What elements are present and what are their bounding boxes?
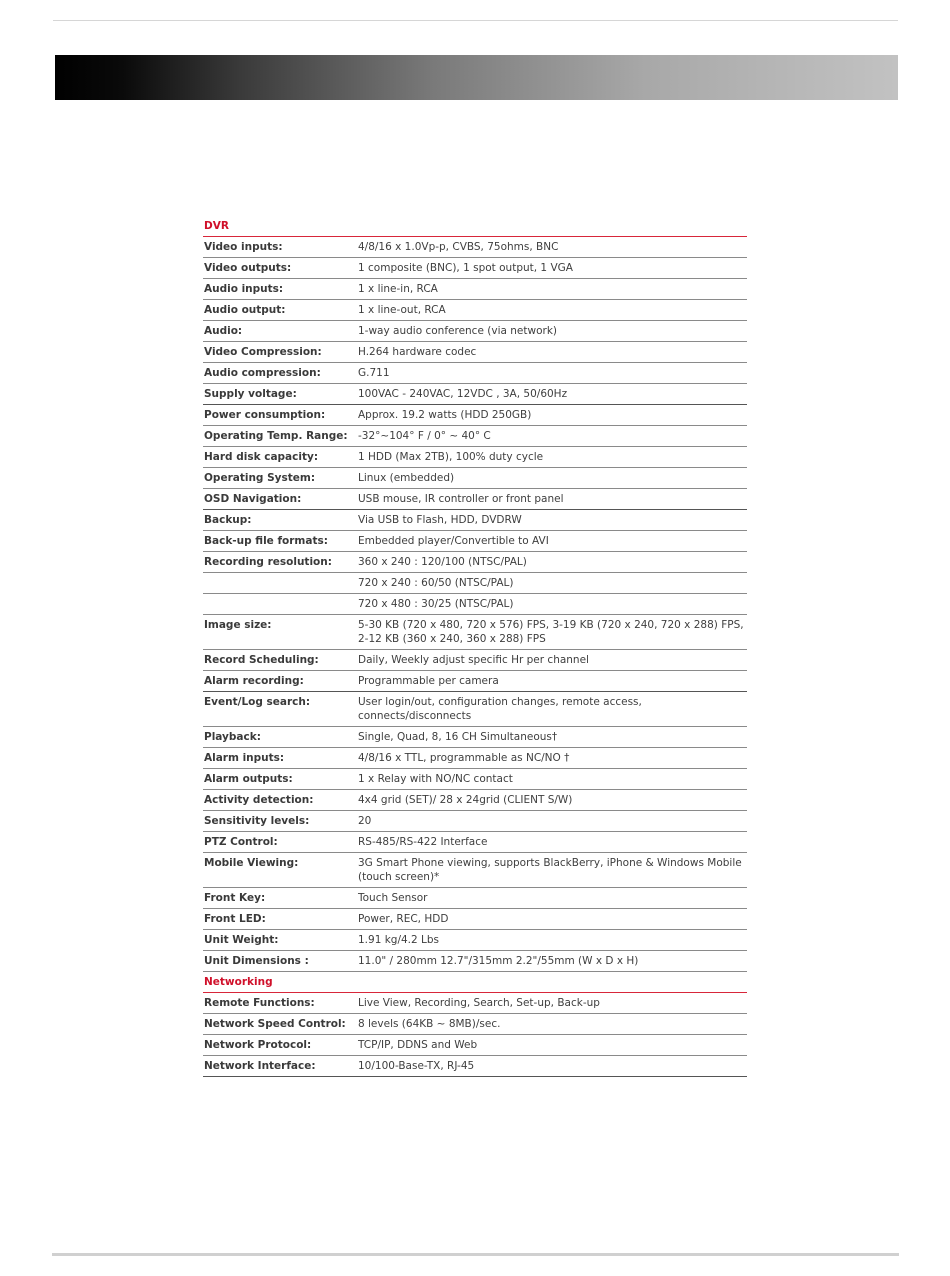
spec-label <box>204 576 358 590</box>
spec-row <box>203 951 747 972</box>
spec-label: Alarm recording: <box>204 675 304 687</box>
spec-value: Live View, Recording, Search, Set-up, Back-up <box>358 997 600 1009</box>
spec-row <box>203 1035 747 1056</box>
spec-value: Programmable per camera <box>358 675 499 687</box>
spec-label: Unit Dimensions : <box>204 955 309 967</box>
spec-row <box>203 510 747 531</box>
spec-value: 20 <box>358 815 372 827</box>
spec-value: 8 levels (64KB ~ 8MB)/sec. <box>358 1018 501 1030</box>
spec-label <box>204 597 358 611</box>
spec-row <box>203 1014 747 1035</box>
spec-value: 1 x line-in, RCA <box>358 283 438 295</box>
spec-row <box>203 811 747 832</box>
spec-row <box>203 615 747 650</box>
section-spacer <box>358 219 747 233</box>
spec-row <box>203 650 747 671</box>
spec-label: Video inputs: <box>204 241 283 253</box>
spec-value: 720 x 480 : 30/25 (NTSC/PAL) <box>358 598 514 610</box>
spec-row <box>203 279 747 300</box>
spec-row <box>203 727 747 748</box>
section-spacer <box>358 975 747 989</box>
spec-label: Front LED: <box>204 913 266 925</box>
spec-label: Supply voltage: <box>204 388 297 400</box>
header-banner <box>55 55 898 100</box>
spec-value: 1.91 kg/4.2 Lbs <box>358 934 440 946</box>
spec-row <box>203 258 747 279</box>
spec-value: H.264 hardware codec <box>358 346 477 358</box>
spec-label: Operating System: <box>204 472 316 484</box>
section-title: Networking <box>204 976 273 988</box>
spec-value: 4/8/16 x 1.0Vp-p, CVBS, 75ohms, BNC <box>358 241 559 253</box>
spec-label: Audio inputs: <box>204 283 284 295</box>
spec-label: Network Interface: <box>204 1060 316 1072</box>
spec-row <box>203 468 747 489</box>
spec-row <box>203 853 747 888</box>
spec-label: Mobile Viewing: <box>204 857 299 869</box>
spec-label: Audio: <box>204 325 243 337</box>
section-heading <box>203 216 747 237</box>
spec-value: 3G Smart Phone viewing, supports BlackBerry, iPhone & Windows Mobile (touch screen)* <box>358 857 742 883</box>
spec-label: Remote Functions: <box>204 997 315 1009</box>
spec-value: Daily, Weekly adjust specific Hr per channel <box>358 654 589 666</box>
spec-label: Backup: <box>204 514 252 526</box>
spec-label: Alarm outputs: <box>204 773 293 785</box>
spec-label: Activity detection: <box>204 794 314 806</box>
spec-label: Image size: <box>204 619 272 631</box>
spec-label: Event/Log search: <box>204 696 311 708</box>
spec-value: 1 composite (BNC), 1 spot output, 1 VGA <box>358 262 573 274</box>
spec-row <box>203 363 747 384</box>
spec-value: USB mouse, IR controller or front panel <box>358 493 564 505</box>
spec-label: Back-up file formats: <box>204 535 328 547</box>
spec-label: OSD Navigation: <box>204 493 302 505</box>
spec-row <box>203 993 747 1014</box>
spec-row <box>203 692 747 727</box>
top-rule <box>53 20 898 21</box>
spec-value: 1-way audio conference (via network) <box>358 325 557 337</box>
spec-row <box>203 1056 747 1077</box>
spec-row <box>203 489 747 510</box>
spec-value: Power, REC, HDD <box>358 913 449 925</box>
spec-value: G.711 <box>358 367 390 379</box>
spec-value: 360 x 240 : 120/100 (NTSC/PAL) <box>358 556 527 568</box>
spec-row <box>203 300 747 321</box>
spec-value: -32°~104° F / 0° ~ 40° C <box>358 430 491 442</box>
spec-label: Unit Weight: <box>204 934 279 946</box>
bottom-rule <box>52 1253 899 1256</box>
spec-row <box>203 405 747 426</box>
spec-value: Touch Sensor <box>358 892 428 904</box>
spec-row <box>203 321 747 342</box>
spec-row <box>203 769 747 790</box>
spec-row <box>203 671 747 692</box>
spec-label: Network Speed Control: <box>204 1018 346 1030</box>
spec-value: Approx. 19.2 watts (HDD 250GB) <box>358 409 532 421</box>
spec-label: Front Key: <box>204 892 266 904</box>
spec-value: 4x4 grid (SET)/ 28 x 24grid (CLIENT S/W) <box>358 794 573 806</box>
spec-label: Operating Temp. Range: <box>204 430 348 442</box>
spec-row <box>203 531 747 552</box>
spec-value: 4/8/16 x TTL, programmable as NC/NO † <box>358 752 570 764</box>
spec-value: Via USB to Flash, HDD, DVDRW <box>358 514 522 526</box>
spec-value: Linux (embedded) <box>358 472 455 484</box>
spec-row <box>203 342 747 363</box>
spec-row <box>203 888 747 909</box>
spec-label: Network Protocol: <box>204 1039 312 1051</box>
spec-row <box>203 552 747 573</box>
spec-row <box>203 573 747 594</box>
spec-row <box>203 237 747 258</box>
spec-value: 720 x 240 : 60/50 (NTSC/PAL) <box>358 577 514 589</box>
spec-value: 1 x Relay with NO/NC contact <box>358 773 513 785</box>
specifications-table <box>203 216 747 1077</box>
section-title: DVR <box>204 220 229 232</box>
spec-label: Record Scheduling: <box>204 654 319 666</box>
spec-label: Audio output: <box>204 304 286 316</box>
spec-row <box>203 790 747 811</box>
spec-value: 1 x line-out, RCA <box>358 304 446 316</box>
spec-label: PTZ Control: <box>204 836 278 848</box>
spec-label: Video outputs: <box>204 262 292 274</box>
spec-row <box>203 384 747 405</box>
spec-value: TCP/IP, DDNS and Web <box>358 1039 478 1051</box>
spec-row <box>203 748 747 769</box>
spec-value: 11.0" / 280mm 12.7"/315mm 2.2"/55mm (W x D x H) <box>358 955 639 967</box>
spec-label: Recording resolution: <box>204 556 332 568</box>
spec-value: User login/out, configuration changes, remote access, connects/disconnects <box>358 696 642 722</box>
spec-row <box>203 447 747 468</box>
spec-row <box>203 832 747 853</box>
spec-label: Video Compression: <box>204 346 322 358</box>
spec-row <box>203 594 747 615</box>
spec-label: Power consumption: <box>204 409 326 421</box>
spec-value: 100VAC - 240VAC, 12VDC , 3A, 50/60Hz <box>358 388 568 400</box>
spec-value: Single, Quad, 8, 16 CH Simultaneous† <box>358 731 558 743</box>
section-heading <box>203 972 747 993</box>
spec-value: Embedded player/Convertible to AVI <box>358 535 549 547</box>
spec-label: Hard disk capacity: <box>204 451 319 463</box>
spec-row <box>203 426 747 447</box>
spec-label: Audio compression: <box>204 367 321 379</box>
spec-value: 5-30 KB (720 x 480, 720 x 576) FPS, 3-19 KB (720 x 240, 720 x 288) FPS, 2-12 KB (360 x 240, 360 x 288) FPS <box>358 619 744 645</box>
spec-label: Alarm inputs: <box>204 752 285 764</box>
spec-row <box>203 930 747 951</box>
spec-row <box>203 909 747 930</box>
spec-value: 10/100-Base-TX, RJ-45 <box>358 1060 475 1072</box>
spec-value: RS-485/RS-422 Interface <box>358 836 488 848</box>
spec-value: 1 HDD (Max 2TB), 100% duty cycle <box>358 451 544 463</box>
spec-label: Sensitivity levels: <box>204 815 310 827</box>
spec-label: Playback: <box>204 731 261 743</box>
